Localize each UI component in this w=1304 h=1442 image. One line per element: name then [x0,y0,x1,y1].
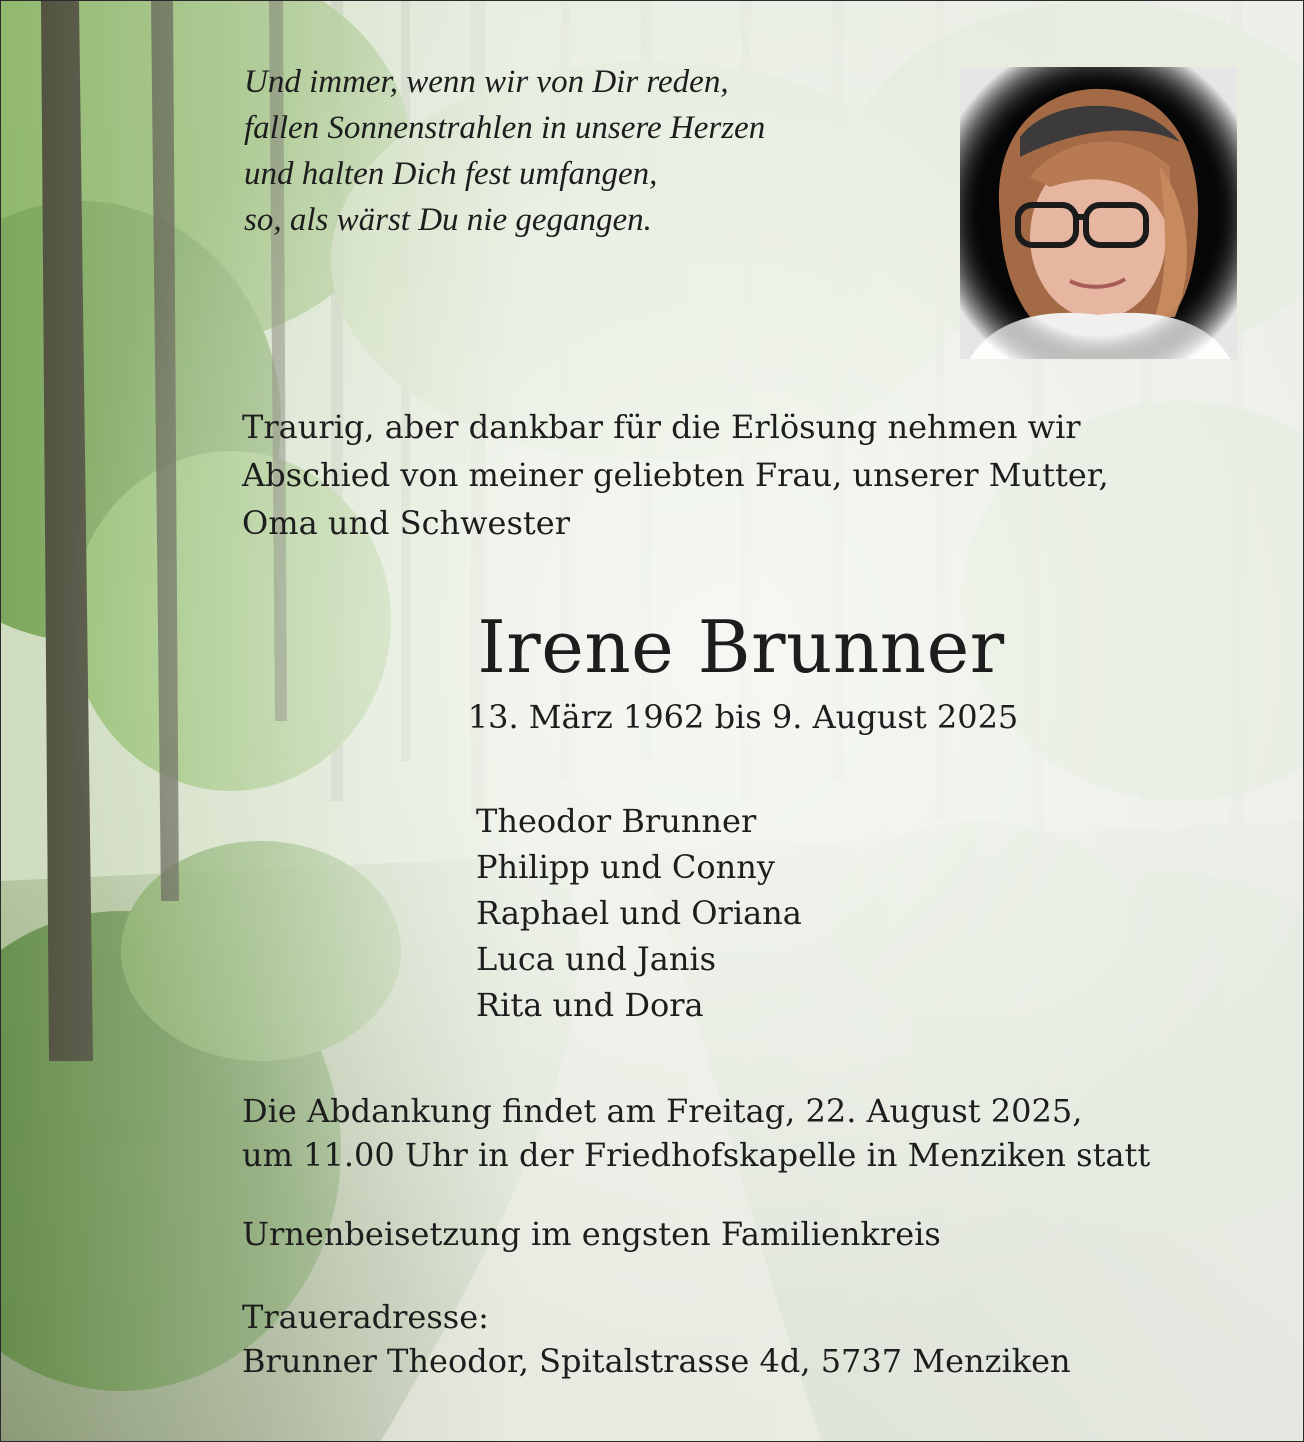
urn-burial-note: Urnenbeisetzung im engsten Familienkreis [242,1215,941,1253]
family-members [476,798,802,1028]
intro-line: Traurig, aber dankbar für die Erlösung nehmen wir [242,408,1081,446]
life-dates: 13. März 1962 bis 9. August 2025 [467,698,1019,736]
family-member: Luca und Janis [476,940,717,978]
address-value: Brunner Theodor, Spitalstrasse 4d, 5737 Menziken [242,1342,1071,1380]
service-line: Die Abdankung findet am Freitag, 22. August 2025, [242,1092,1083,1130]
mourning-address [242,1295,1071,1383]
family-member: Philipp und Conny [476,848,775,886]
poem-line: fallen Sonnenstrahlen in unsere Herzen [244,110,766,146]
address-label: Traueradresse: [242,1298,489,1336]
intro-line: Abschied von meiner geliebten Frau, unserer Mutter, [242,456,1109,494]
poem-line: Und immer, wenn wir von Dir reden, [244,64,729,100]
memorial-poem [244,59,765,243]
family-member: Theodor Brunner [476,802,757,840]
family-member: Raphael und Oriana [476,894,802,932]
poem-line: so, als wärst Du nie gegangen. [244,202,652,238]
portrait-photo [960,67,1237,359]
deceased-name: Irene Brunner [477,605,1005,689]
service-details [242,1089,1150,1177]
service-line: um 11.00 Uhr in der Friedhofskapelle in Menziken statt [242,1136,1151,1174]
intro-line: Oma und Schwester [242,504,570,542]
family-member: Rita und Dora [476,986,704,1024]
farewell-intro [242,403,1109,547]
poem-line: und halten Dich fest umfangen, [244,156,658,192]
